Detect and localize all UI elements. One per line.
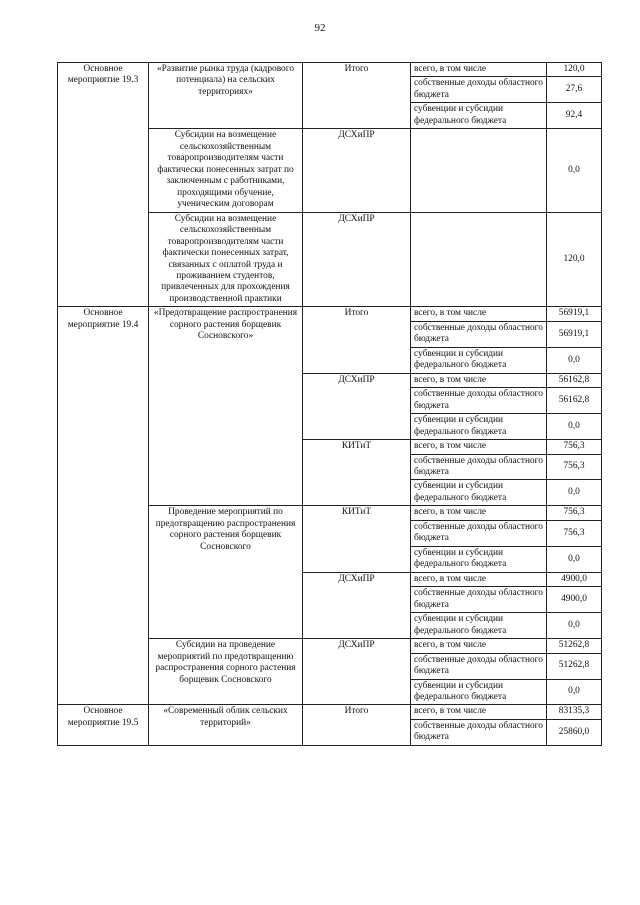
amount-cell: 56162,8	[547, 373, 602, 387]
amount-cell: 756,3	[547, 440, 602, 454]
amount-cell: 0,0	[547, 546, 602, 572]
source-cell: субвенции и субсидии федерального бюджета	[411, 679, 547, 705]
activity-cell: Субсидии на проведение мероприятий по предотвращению распространения сорного растения борщевик Сосновского	[149, 639, 303, 705]
source-cell: всего, в том числе	[411, 572, 547, 586]
source-cell: субвенции и субсидии федерального бюджета	[411, 613, 547, 639]
executor-cell: Итого	[303, 63, 411, 129]
executor-cell: ДСХиПР	[303, 212, 411, 307]
amount-cell: 27,6	[547, 77, 602, 103]
executor-cell: ДСХиПР	[303, 129, 411, 212]
source-cell: всего, в том числе	[411, 705, 547, 719]
executor-cell: Итого	[303, 705, 411, 745]
budget-table	[57, 62, 602, 746]
source-cell: собственные доходы областного бюджета	[411, 520, 547, 546]
source-cell: собственные доходы областного бюджета	[411, 388, 547, 414]
amount-cell: 83135,3	[547, 705, 602, 719]
amount-cell: 120,0	[547, 212, 602, 307]
measure-cell: Основное мероприятие 19.4	[58, 307, 149, 705]
amount-cell: 4900,0	[547, 587, 602, 613]
activity-cell: «Современный облик сельских территорий»	[149, 705, 303, 745]
amount-cell: 0,0	[547, 679, 602, 705]
amount-cell: 25860,0	[547, 719, 602, 745]
source-cell: субвенции и субсидии федерального бюджета	[411, 347, 547, 373]
amount-cell: 756,3	[547, 454, 602, 480]
source-cell: всего, в том числе	[411, 63, 547, 77]
table-row	[58, 705, 602, 719]
activity-cell: Проведение мероприятий по предотвращению распространения сорного растения борщевик Сосновского	[149, 506, 303, 639]
source-cell: субвенции и субсидии федерального бюджета	[411, 546, 547, 572]
amount-cell: 4900,0	[547, 572, 602, 586]
activity-cell: Субсидии на возмещение сельскохозяйственным товаропроизводителям части фактически понесенных затрат по заключенным с работниками, проходящими обучение, ученическим договорам	[149, 129, 303, 212]
amount-cell: 56919,1	[547, 321, 602, 347]
table-row	[58, 307, 602, 321]
source-cell: собственные доходы областного бюджета	[411, 321, 547, 347]
amount-cell: 0,0	[547, 129, 602, 212]
amount-cell: 756,3	[547, 506, 602, 520]
amount-cell: 120,0	[547, 63, 602, 77]
source-cell: всего, в том числе	[411, 506, 547, 520]
source-cell: собственные доходы областного бюджета	[411, 77, 547, 103]
source-cell	[411, 212, 547, 307]
activity-cell: «Развитие рынка труда (кадрового потенциала) на сельских территориях»	[149, 63, 303, 129]
amount-cell: 0,0	[547, 414, 602, 440]
amount-cell: 51262,8	[547, 639, 602, 653]
executor-cell: ДСХиПР	[303, 639, 411, 705]
amount-cell: 0,0	[547, 347, 602, 373]
executor-cell: КИТиТ	[303, 440, 411, 506]
source-cell: собственные доходы областного бюджета	[411, 587, 547, 613]
executor-cell: ДСХиПР	[303, 373, 411, 439]
amount-cell: 56919,1	[547, 307, 602, 321]
amount-cell: 0,0	[547, 480, 602, 506]
executor-cell: КИТиТ	[303, 506, 411, 572]
source-cell: всего, в том числе	[411, 307, 547, 321]
source-cell: собственные доходы областного бюджета	[411, 719, 547, 745]
amount-cell: 51262,8	[547, 653, 602, 679]
source-cell	[411, 129, 547, 212]
measure-cell: Основное мероприятие 19.3	[58, 63, 149, 307]
source-cell: субвенции и субсидии федерального бюджета	[411, 480, 547, 506]
source-cell: собственные доходы областного бюджета	[411, 653, 547, 679]
source-cell: всего, в том числе	[411, 373, 547, 387]
activity-cell: «Предотвращение распространения сорного растения борщевик Сосновского»	[149, 307, 303, 506]
page-number: 92	[314, 22, 326, 34]
source-cell: субвенции и субсидии федерального бюджета	[411, 103, 547, 129]
amount-cell: 56162,8	[547, 388, 602, 414]
measure-cell: Основное мероприятие 19.5	[58, 705, 149, 745]
source-cell: субвенции и субсидии федерального бюджета	[411, 414, 547, 440]
source-cell: всего, в том числе	[411, 440, 547, 454]
source-cell: собственные доходы областного бюджета	[411, 454, 547, 480]
source-cell: всего, в том числе	[411, 639, 547, 653]
amount-cell: 756,3	[547, 520, 602, 546]
executor-cell: Итого	[303, 307, 411, 373]
executor-cell: ДСХиПР	[303, 572, 411, 638]
amount-cell: 92,4	[547, 103, 602, 129]
activity-cell: Субсидии на возмещение сельскохозяйственным товаропроизводителям части фактически понесенных затрат, связанных с оплатой труда и проживанием студентов, привлеченных для прохождения производственной практики	[149, 212, 303, 307]
table-row	[58, 63, 602, 77]
amount-cell: 0,0	[547, 613, 602, 639]
